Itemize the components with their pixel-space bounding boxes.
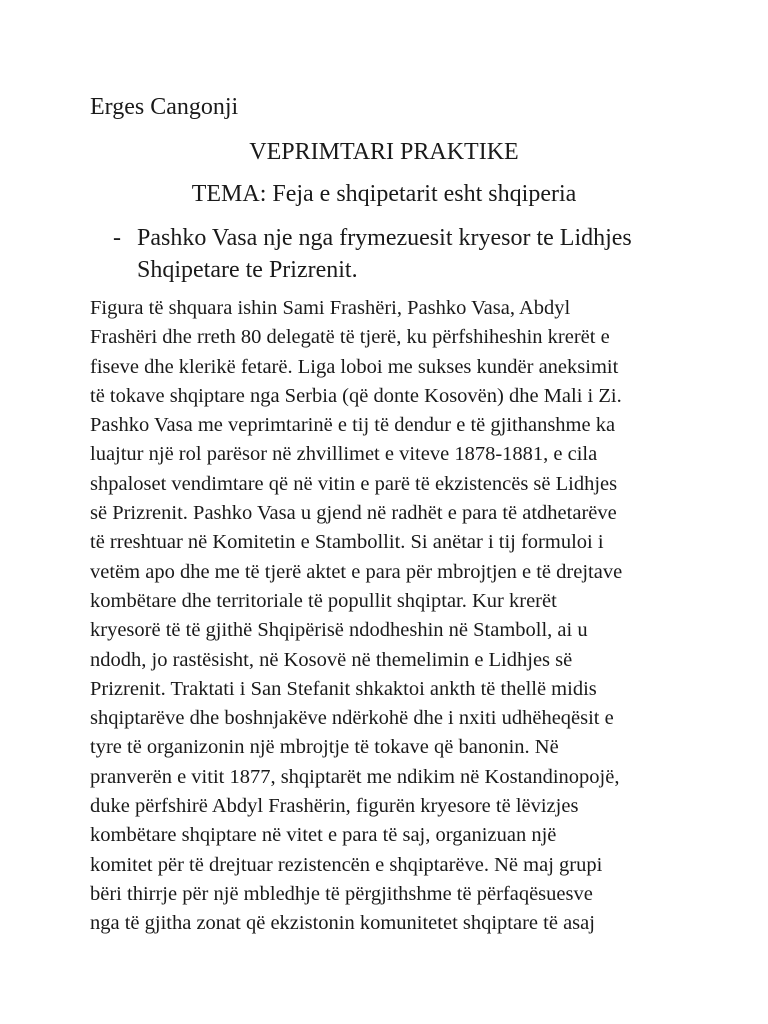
paragraph-line: tyre të organizonin një mbrojtje të tokave që banonin. Në (90, 736, 559, 759)
document-topic: TEMA: Feja e shqipetarit esht shqiperia (191, 181, 577, 207)
paragraph-line: të tokave shqiptare nga Serbia (që donte Kosovën) dhe Mali i Zi. (90, 384, 622, 407)
author-name: Erges Cangonji (90, 94, 239, 120)
paragraph-line: Figura të shquara ishin Sami Frashëri, Pashko Vasa, Abdyl (90, 297, 571, 319)
paragraph-line: së Prizrenit. Pashko Vasa u gjend në radhët e para të atdhetarëve (90, 502, 617, 525)
paragraph-line: Prizrenit. Traktati i San Stefanit shkaktoi ankth të thellë midis (90, 677, 597, 700)
bullet-item (113, 222, 733, 286)
paragraph-line: shqiptarëve dhe boshnjakëve ndërkohë dhe i nxiti udhëheqësit e (90, 707, 614, 730)
body-paragraph (90, 294, 730, 939)
paragraph-line: Pashko Vasa me veprimtarinë e tij të dendur e të gjithanshme ka (90, 414, 616, 437)
paragraph-line: ndodh, jo rastësisht, në Kosovë në themelimin e Lidhjes së (90, 648, 573, 671)
paragraph-line: bëri thirrje për një mbledhje të përgjithshme të përfaqësuesve (90, 882, 593, 905)
bullet-marker: - (113, 225, 121, 251)
document-title: VEPRIMTARI PRAKTIKE (249, 139, 519, 165)
paragraph-line: të rreshtuar në Komitetin e Stambollit. Si anëtar i tij formuloi i (90, 531, 604, 554)
bullet-line: Pashko Vasa nje nga frymezuesit kryesor te Lidhjes (137, 225, 632, 251)
paragraph-line: fiseve dhe klerikë fetarë. Liga loboi me sukses kundër aneksimit (90, 355, 619, 378)
paragraph-line: duke përfshirë Abdyl Frashërin, figurën kryesore të lëvizjes (90, 795, 579, 818)
paragraph-line: pranverën e vitit 1877, shqiptarët me ndikim në Kostandinopojë, (90, 765, 620, 788)
paragraph-line: kombëtare shqiptare në vitet e para të saj, organizuan një (90, 824, 557, 847)
paragraph-line: komitet për të drejtuar rezistencën e shqiptarëve. Në maj grupi (90, 853, 603, 876)
paragraph-line: nga të gjitha zonat që ekzistonin komunitetet shqiptare të asaj (90, 912, 595, 935)
paragraph-line: vetëm apo dhe me të tjerë aktet e para për mbrojtjen e të drejtave (90, 560, 623, 583)
paragraph-line: luajtur një rol parësor në zhvillimet e viteve 1878-1881, e cila (90, 443, 598, 466)
paragraph-line: kombëtare dhe territoriale të popullit shqiptar. Kur krerët (90, 589, 557, 612)
paragraph-line: shpaloset vendimtare që në vitin e parë të ekzistencës së Lidhjes (90, 472, 618, 495)
paragraph-line: kryesorë të të gjithë Shqipërisë ndodheshin në Stamboll, ai u (90, 619, 588, 642)
bullet-line: Shqipetare te Prizrenit. (137, 257, 358, 283)
paragraph-line: Frashëri dhe rreth 80 delegatë të tjerë, ku përfshiheshin krerët e (90, 326, 610, 349)
